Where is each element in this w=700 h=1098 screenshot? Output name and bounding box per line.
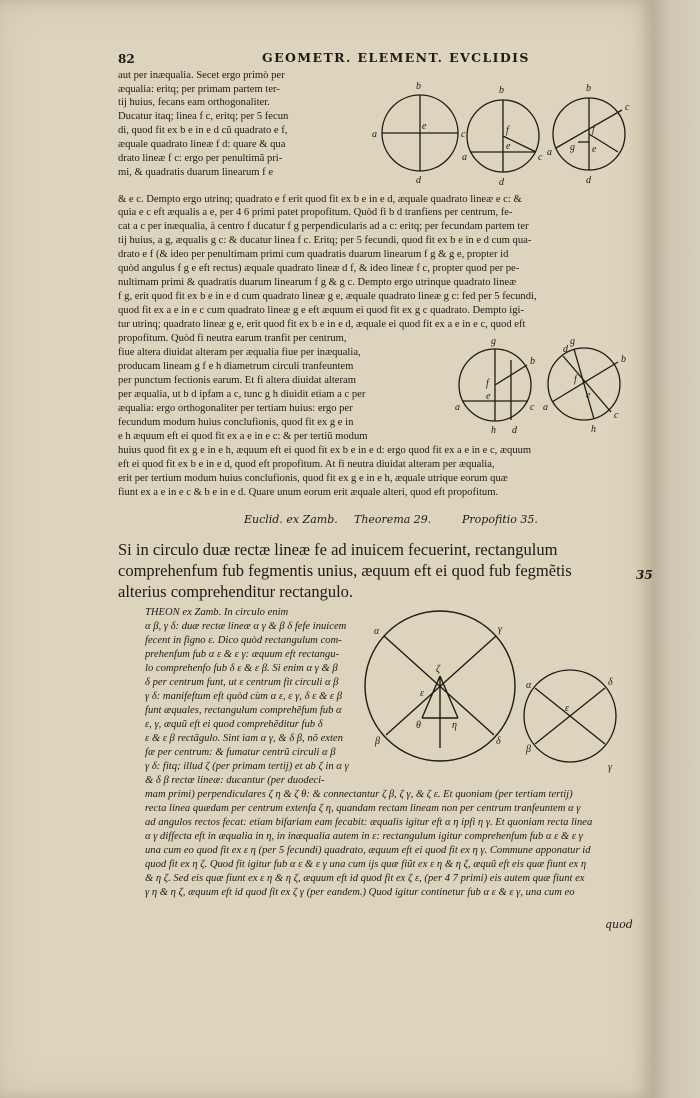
text-line: drato e f (& ideo per penultimam primi cum quadratis duarum linearum f g & g e, propter id — [118, 249, 509, 260]
figure-label: b — [499, 85, 504, 96]
theon-line: lo comprehenfo fub δ ε & ε β. Si enim α γ & β — [145, 663, 338, 674]
figure-label: ζ — [436, 664, 441, 675]
figure-label: b — [530, 356, 535, 367]
figure-label: f — [574, 374, 577, 385]
text-line: di, quod fit ex b e in e d cũ quadrato e f, — [118, 125, 288, 136]
figure-label: α — [374, 626, 380, 637]
theon-line: fæ per centrum: & fumatur centrũ circuli α β — [145, 747, 336, 758]
theon-line: quod fit ex η ζ. Quod fit igitur fub α ε & ε γ una cum ijs quæ fiũt ex ε η & η ζ, æquũ eft eis quæ fiunt ex η — [145, 859, 587, 870]
figure-label: ε — [420, 688, 424, 699]
theon-line: fecent in figno ε. Dico quòd rectangulum com- — [145, 635, 342, 646]
text-line: producam lineam g f e h diametrum circuli tranfeuntem — [118, 361, 354, 372]
theon-line: funt æquales, rectangulum comprehẽfum fub α — [145, 705, 342, 716]
text-line: e h æquum eft ei quod fit ex a e in e c: & per tertiũ modum — [118, 431, 368, 442]
text-line: mi, & quadratis duarum linearum f e — [118, 167, 274, 178]
figure-label: η — [452, 720, 457, 731]
figure-label: α — [526, 680, 532, 691]
folio-number: 82 — [118, 52, 135, 66]
text-line: huius quod fit ex g e in e h, æquum eft ei quod fit ex b e in e d: ergo quod fit ex a e in e c, æquum — [118, 445, 532, 456]
text-line: tij huius, fecans eam orthogonaliter. — [118, 97, 270, 108]
running-head: GEOMETR. ELEMENT. EVCLIDIS — [262, 50, 530, 65]
figure-label: b — [416, 81, 421, 92]
figure-label: f — [592, 124, 595, 135]
figure-label: δ — [496, 736, 501, 747]
figure-label: a — [547, 147, 552, 158]
figure-label: ε — [565, 703, 569, 714]
figure-label: b — [621, 354, 626, 365]
figure-label: a — [462, 152, 467, 163]
figure-label: g — [570, 142, 575, 153]
figure-label: g — [491, 336, 496, 347]
theon-line: γ η & η ζ, æquum eft id quod fit ex ζ γ (per eandem.) Quod igitur continetur fub α ε & ε γ, una cum eo — [145, 887, 575, 898]
figure-label: c — [530, 402, 535, 413]
text-line: quòd angulus f g e eft rectus) æquale quadrato lineæ d f, & ideo lineæ f c, propter quod per pe- — [118, 263, 520, 274]
text-line: quod fit ex a e in e c cum quadrato lineæ g e eft æquum ei quod fit ex g c quadrato. Dempto igi- — [118, 305, 524, 316]
figure-label: e — [586, 390, 591, 401]
figure-label: d — [512, 425, 517, 436]
figure-label: d — [416, 175, 421, 186]
theon-line: prehenfum fub α ε & ε γ: æquum eft rectangu- — [145, 649, 340, 660]
figure-label: δ — [608, 677, 613, 688]
margin-number: 35 — [636, 568, 653, 582]
figure-label: c — [614, 410, 619, 421]
text-line: propofitum. Quòd fi neutra earum tranfit per centrum, — [118, 333, 347, 344]
divider-proposition: Propofitio 35. — [462, 513, 538, 526]
text-line: æquale quadrato lineæ f d: quare & qua — [118, 139, 286, 150]
proposition-line: alterius comprehenditur rectangulo. — [118, 582, 354, 601]
figure-label: e — [506, 141, 511, 152]
text-line: erit per tertium modum huius conclufionis, quod fit ex g e in e h, æquale utrique eorum quæ — [118, 473, 508, 484]
text-line: fiunt ex a e in e c & b e in e d. Quare unum eorum erit æquale alteri, quod eft propofitum. — [118, 487, 499, 498]
figure-label: β — [526, 744, 531, 755]
figure-label: f — [506, 125, 509, 136]
theon-line: δ per centrum funt, ut ε centrum fit circuli α β — [145, 677, 339, 688]
figure-label: e — [422, 121, 427, 132]
figure-label: f — [486, 378, 489, 389]
theon-line: & δ β rectæ lineæ: ducantur (per duodeci- — [145, 775, 325, 786]
divider-source: Euclid. ex Zamb. — [244, 513, 338, 526]
text-line: & e c. Dempto ergo utrinq; quadrato e f erit quod fit ex b e in e d, æquale quadrato lineæ e c: & — [118, 194, 522, 205]
theon-line: recta linea quædam per centrum extenfa ζ η, quandam rectam lineam non per centrum tranfeuntem α γ — [145, 803, 581, 814]
theon-line: α γ diffecta eft in æqualia in η, in inæqualia autem in ε: rectangulum igitur comprehenfum fub α ε & ε γ — [145, 831, 583, 842]
figure-label: c — [625, 102, 630, 113]
proposition-line: Si in circulo duæ rectæ lineæ fe ad inuicem fecuerint, rectangulum — [118, 540, 558, 559]
theon-line: ε & ε β rectãgulo. Sint iam α γ, & δ β, nõ exten — [145, 733, 343, 744]
figure-label: a — [372, 129, 377, 140]
theon-line: & η ζ. Sed eis quæ fiunt ex ε η & η ζ, æquum eft id quod fit ex ζ ε, (per 4 7 primi) eis autem quæ fiunt ex — [145, 873, 585, 884]
text-line: tur utrinq; quadrato lineæ g e, erit quod fit ex b e in e d, æquale ei quod fit ex a e in e c, quod eft — [118, 319, 526, 330]
figure-label: h — [591, 424, 596, 435]
figure-label: θ — [416, 720, 421, 731]
theon-line: ad angulos rectos fecat: etiam bifariam eam fecabit: æqualis igitur eft α η ipfi η γ. Et quoniam recta linea — [145, 817, 593, 828]
catchword: quod — [605, 918, 633, 931]
figure-label: d — [586, 175, 591, 186]
figure-label: e — [592, 144, 597, 155]
figure-label: e — [486, 391, 491, 402]
text-line: æqualia: ergo orthogonaliter per tertiam huius: ergo per — [118, 403, 353, 414]
figure-label: c — [538, 152, 543, 163]
text-line: drato lineæ f c: ergo per penultimã pri- — [118, 153, 283, 164]
text-line: cat a c per inæqualia, à centro f ducatur f g perpendicularis ad a c: eritq; per fecundam partem ter — [118, 221, 529, 232]
figure-label: β — [375, 736, 380, 747]
figure-label: c — [461, 129, 466, 140]
figure-label: a — [455, 402, 460, 413]
theon-line: mam primi) perpendiculares ζ η & ζ θ: & connectantur ζ β, ζ γ, & ζ ε. Et quoniam (per tertiam tertij) — [145, 789, 573, 800]
theon-line: ε, γ, æquũ eft ei quod comprehẽditur fub δ — [145, 719, 323, 730]
figure-label: a — [543, 402, 548, 413]
figure-label: γ — [608, 762, 612, 773]
figure-label: g — [570, 336, 575, 347]
theon-line: γ δ: manifeftum eft quòd cùm α ε, ε γ, δ ε & ε β — [145, 691, 342, 702]
proposition-line: comprehenfum fub fegmentis unius, æquum eft ei quod fub fegmẽtis — [118, 561, 572, 580]
text-line: Ducatur itaq; linea f c, eritq; per 5 fecun — [118, 111, 289, 122]
theon-line: una cum eo quod fit ex ε η (per 5 fecundi) quadrato, æquum eft ei quod fit ex η γ. Commune apponatur id — [145, 845, 591, 856]
figure-label: h — [491, 425, 496, 436]
text-line: nultimam primi & quadratis duarum linearum f g & g c. Dempto ergo utrinque quadrato lineæ — [118, 277, 517, 288]
text-line: æqualia: eritq; per primam partem ter- — [118, 84, 280, 95]
figure-label: b — [586, 83, 591, 94]
text-line: per punctum fectionis earum. Et fi altera diuidat alteram — [118, 375, 356, 386]
figure-label: γ — [498, 624, 502, 635]
text-line: f g, erit quod fit ex b e in e d cum quadrato lineæ g e, æquale quadrato lineæ g c: fed per 5 fecundi, — [118, 291, 537, 302]
text-line: fiue altera diuidat alteram per æqualia fiue per inæqualia, — [118, 347, 361, 358]
text-line: per æqualia, ut b d ipfam a c, tunc g h diuidit etiam a c per — [118, 389, 366, 400]
text-line: aut per inæqualia. Secet ergo primò per — [118, 70, 285, 81]
theon-line: THEON ex Zamb. In circulo enim — [145, 607, 289, 618]
divider-theorem: Theorema 29. — [354, 513, 432, 526]
theon-line: γ δ: fitq; illud ζ (per primam tertij) et ab ζ in α γ — [145, 761, 349, 772]
text-line: quia e c eft æqualis a e, per 4 6 primi patet propofitum. Quòd fi b d tranfiens per centrum, fe- — [118, 207, 513, 218]
text-line: eft ei quod fit ex b e in e d, quod eft propofitum. At fi neutra diuidat alteram per æqualia, — [118, 459, 495, 470]
text-line: tij huius, a g, æqualis g c: & ducatur linea f c. Eritq; per 5 fecundi, quod fit ex b e in e d cum qua- — [118, 235, 532, 246]
text-line: fecundum modum huius conclufionis, quod fit ex g e in — [118, 417, 354, 428]
figure-label: d — [499, 177, 504, 188]
figure-label: d — [563, 344, 568, 355]
theon-line: α β, γ δ: duæ rectæ lineæ α γ & β δ fefe inuicem — [145, 621, 347, 632]
